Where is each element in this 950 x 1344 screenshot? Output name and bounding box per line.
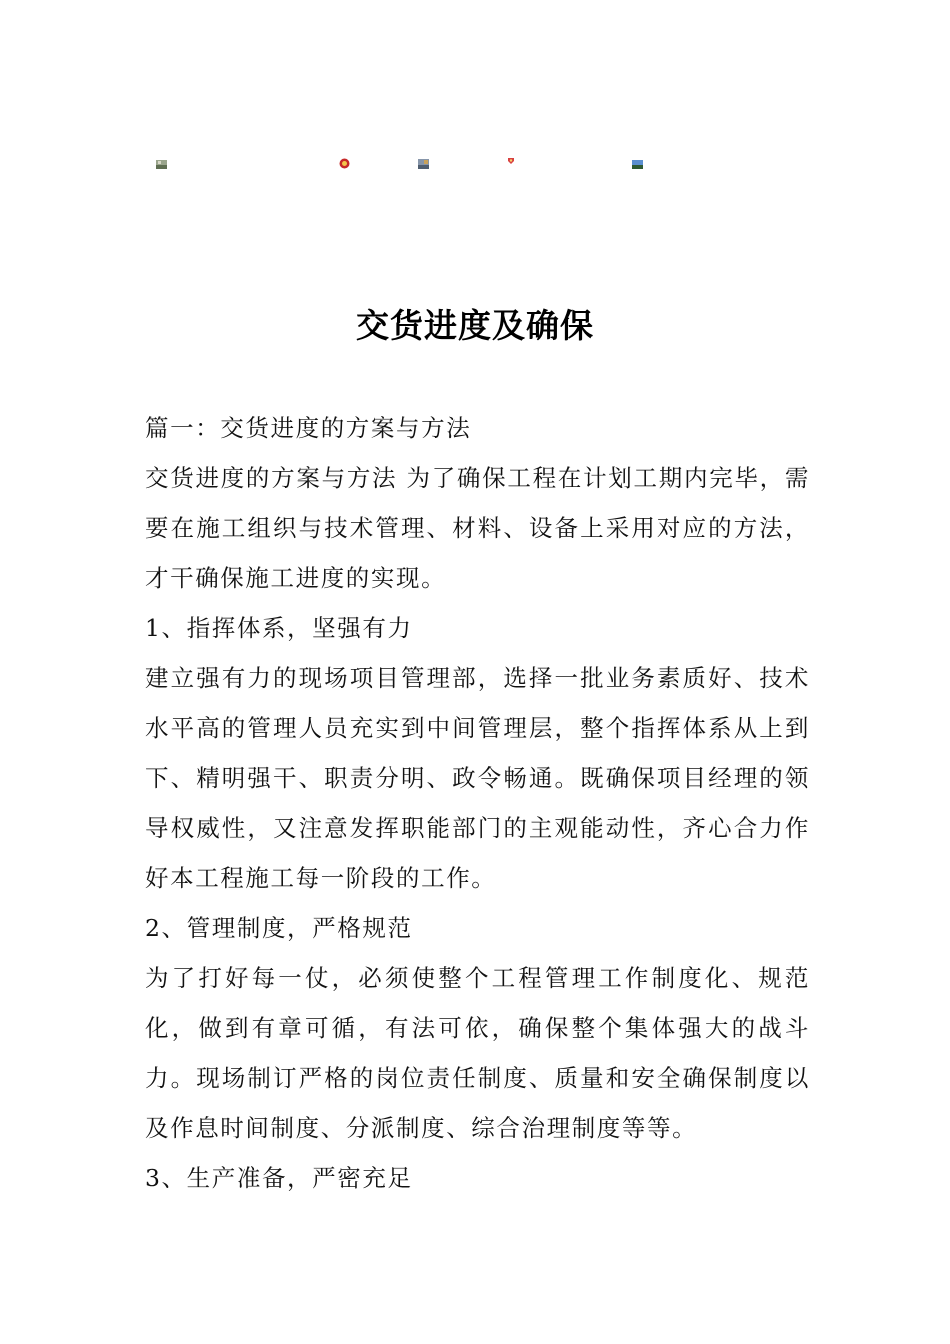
small-photo-icon-3 <box>632 160 643 169</box>
small-red-badge-icon <box>507 157 515 165</box>
document-body <box>145 403 810 1203</box>
item-heading-2: 2、管理制度，严格规范 <box>145 914 413 942</box>
item-heading-1: 1、指挥体系，坚强有力 <box>145 614 413 642</box>
red-emblem-icon <box>339 158 350 169</box>
item-paragraph-1: 建立强有力的现场项目管理部，选择一批业务素质好、技术水平高的管理人员充实到中间管理层，整个指挥体系从上到下、精明强干、职责分明、政令畅通。既确保项目经理的领导权威性，又注意发挥职能部门的主观能动性，齐心合力作好本工程施工每一阶段的工作。 <box>145 664 810 892</box>
small-photo-icon-1 <box>156 160 167 169</box>
section-heading: 篇一：交货进度的方案与方法 <box>145 414 472 442</box>
item-paragraph-2: 为了打好每一仗，必须使整个工程管理工作制度化、规范化，做到有章可循，有法可依，确保整个集体强大的战斗力。现场制订严格的岗位责任制度、质量和安全确保制度以及作息时间制度、分派制度、综合治理制度等等。 <box>145 964 810 1142</box>
item-heading-3: 3、生产准备，严密充足 <box>145 1164 413 1192</box>
document-title: 交货进度及确保 <box>356 306 594 345</box>
intro-paragraph: 交货进度的方案与方法 为了确保工程在计划工期内完毕，需要在施工组织与技术管理、材料、设备上采用对应的方法，才干确保施工进度的实现。 <box>145 464 810 592</box>
header-icon-row <box>0 157 950 171</box>
small-photo-icon-2 <box>418 159 429 169</box>
